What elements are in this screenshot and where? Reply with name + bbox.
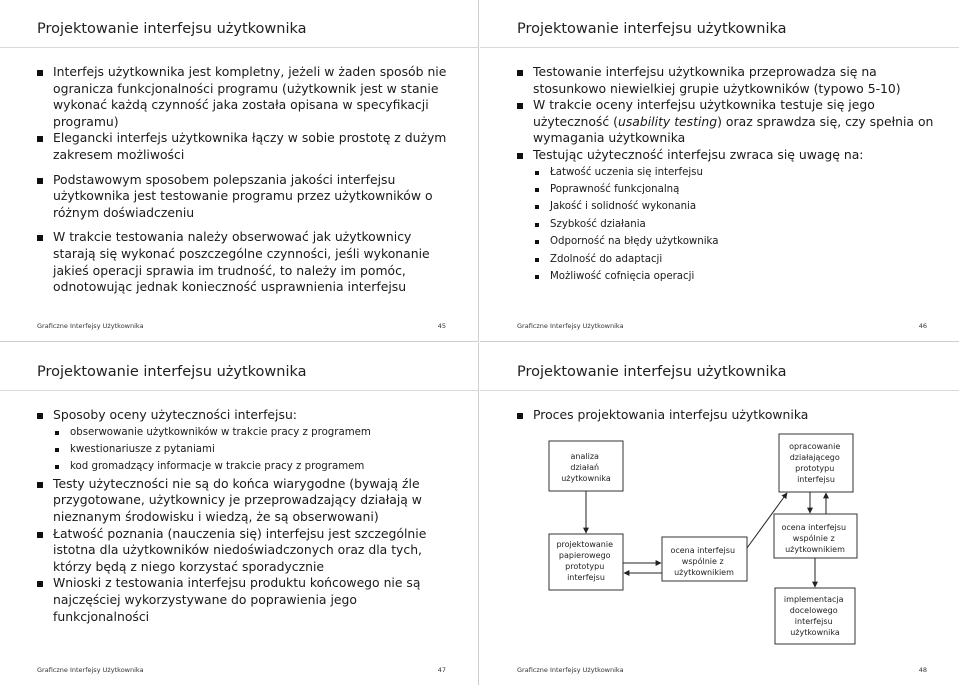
bullet-item xyxy=(514,97,934,147)
slide-title: Projektowanie interfejsu użytkownika xyxy=(37,364,307,380)
bullet-item: W trakcie testowania należy obserwować jak użytkownicy starają się wykonać poszczególne czynności, jeśli wykonanie jakieś operacji sprawia im trudność, to należy im pomóc, odnotowując jednak konieczność usprawnienia interfejsu xyxy=(34,229,454,295)
bullet-item: Sposoby oceny użyteczności interfejsu: xyxy=(34,407,454,424)
sub-bullet-item: Jakość i solidność wykonania xyxy=(531,198,934,215)
sub-bullet-item: Możliwość cofnięcia operacji xyxy=(531,268,934,285)
slide-footer: Graficzne Interfejsy Użytkownika xyxy=(37,322,144,330)
label-line: interfejsu xyxy=(797,475,835,484)
page-number: 46 xyxy=(918,322,927,330)
bullet-item: Testy użyteczności nie są do końca wiarygodne (bywają źle przygotowane, użytkownicy je przeprowadzający działają w nieznanym środowisku i wiedzą, że są obserwowani) xyxy=(34,476,454,526)
label-line: docelowego xyxy=(789,606,838,615)
label-line: użytkownikiem xyxy=(674,568,734,577)
slide-footer: Graficzne Interfejsy Użytkownika xyxy=(517,322,624,330)
label-line: wspólnie z xyxy=(681,557,724,566)
sub-bullet-item: Zdolność do adaptacji xyxy=(531,251,934,268)
process-diagram xyxy=(480,343,959,685)
label-line: użytkownikiem xyxy=(785,545,845,554)
bullet-item: Testując użyteczność interfejsu zwraca się uwagę na: xyxy=(514,147,934,164)
slide-title: Projektowanie interfejsu użytkownika xyxy=(37,21,307,37)
bullet-item: Wnioski z testowania interfejsu produktu końcowego nie są najczęściej wykorzystywane do poprawienia jego funkcjonalności xyxy=(34,575,454,625)
sub-bullet-item: Szybkość działania xyxy=(531,216,934,233)
slide-47 xyxy=(0,343,479,685)
sub-bullet-item: kwestionariusze z pytaniami xyxy=(51,441,454,458)
slide-footer: Graficzne Interfejsy Użytkownika xyxy=(37,666,144,674)
label-line: użytkownika xyxy=(790,628,840,637)
slide-48 xyxy=(480,343,959,685)
label-line: analiza xyxy=(570,452,599,461)
bullet-item: Proces projektowania interfejsu użytkownika xyxy=(514,407,934,424)
label-line: prototypu xyxy=(795,464,835,473)
slide-46 xyxy=(480,0,959,342)
bullet-text: W trakcie oceny interfejsu użytkownika testuje się jego użyteczność ( xyxy=(533,97,875,129)
slide-footer: Graficzne Interfejsy Użytkownika xyxy=(517,666,624,674)
slide-title: Projektowanie interfejsu użytkownika xyxy=(517,364,787,380)
label-line: interfejsu xyxy=(794,617,833,626)
title-divider xyxy=(480,47,959,48)
sub-bullet-item: Poprawność funkcjonalną xyxy=(531,181,934,198)
label-line: działań xyxy=(570,463,600,472)
sub-bullet-item: kod gromadzący informacje w trakcie pracy z programem xyxy=(51,458,454,475)
slide-body xyxy=(34,407,454,625)
title-divider xyxy=(0,47,478,48)
label-line: ocena interfejsu xyxy=(670,546,736,555)
page-number: 45 xyxy=(437,322,446,330)
bullet-item: Testowanie interfejsu użytkownika przeprowadza się na stosunkowo niewielkiej grupie użytkowników (typowo 5-10) xyxy=(514,64,934,97)
bullet-item: Łatwość poznania (nauczenia się) interfejsu jest szczególnie istotna dla użytkowników niedoświadczonych oraz dla tych, którzy będą z niego korzystać sporadycznie xyxy=(34,526,454,576)
label-line: ocena interfejsu xyxy=(781,523,847,532)
bullet-item: Podstawowym sposobem polepszania jakości interfejsu użytkownika jest testowanie programu przez użytkowników o różnym doświadczeniu xyxy=(34,172,454,222)
label-line: projektowanie xyxy=(556,540,614,549)
bullet-item: Interfejs użytkownika jest kompletny, jeżeli w żaden sposób nie ogranicza funkcjonalności programu (użytkownik jest w stanie wykonać każdą czynność jaka została opisana w specyfikacji programu) xyxy=(34,64,454,130)
slide-45 xyxy=(0,0,479,342)
page-number: 47 xyxy=(437,666,446,674)
slide-body xyxy=(514,64,934,285)
label-line: papierowego xyxy=(558,551,611,560)
title-divider xyxy=(0,390,478,391)
label-line: prototypu xyxy=(565,562,605,571)
sub-bullet-item: Łatwość uczenia się interfejsu xyxy=(531,164,934,181)
bullet-text: ) oraz sprawdza się, czy spełnia on wymagania użytkownika xyxy=(533,113,934,146)
sub-bullet-item: Odporność na błędy użytkownika xyxy=(531,233,934,250)
label-line: opracowanie xyxy=(789,442,841,451)
slide-title: Projektowanie interfejsu użytkownika xyxy=(517,21,787,37)
bullet-item: Elegancki interfejs użytkownika łączy w sobie prostotę z dużym zakresem możliwości xyxy=(34,130,454,163)
label-line: użytkownika xyxy=(561,474,611,483)
bullet-emphasis: usability testing xyxy=(617,113,718,129)
sub-bullet-item: obserwowanie użytkowników w trakcie pracy z programem xyxy=(51,424,454,441)
label-line: interfejsu xyxy=(567,573,605,582)
label-line: działającego xyxy=(789,453,840,462)
page-number: 48 xyxy=(918,666,927,674)
label-line: implementacja xyxy=(783,595,844,604)
slide-body xyxy=(34,64,454,296)
label-line: wspólnie z xyxy=(792,534,835,543)
